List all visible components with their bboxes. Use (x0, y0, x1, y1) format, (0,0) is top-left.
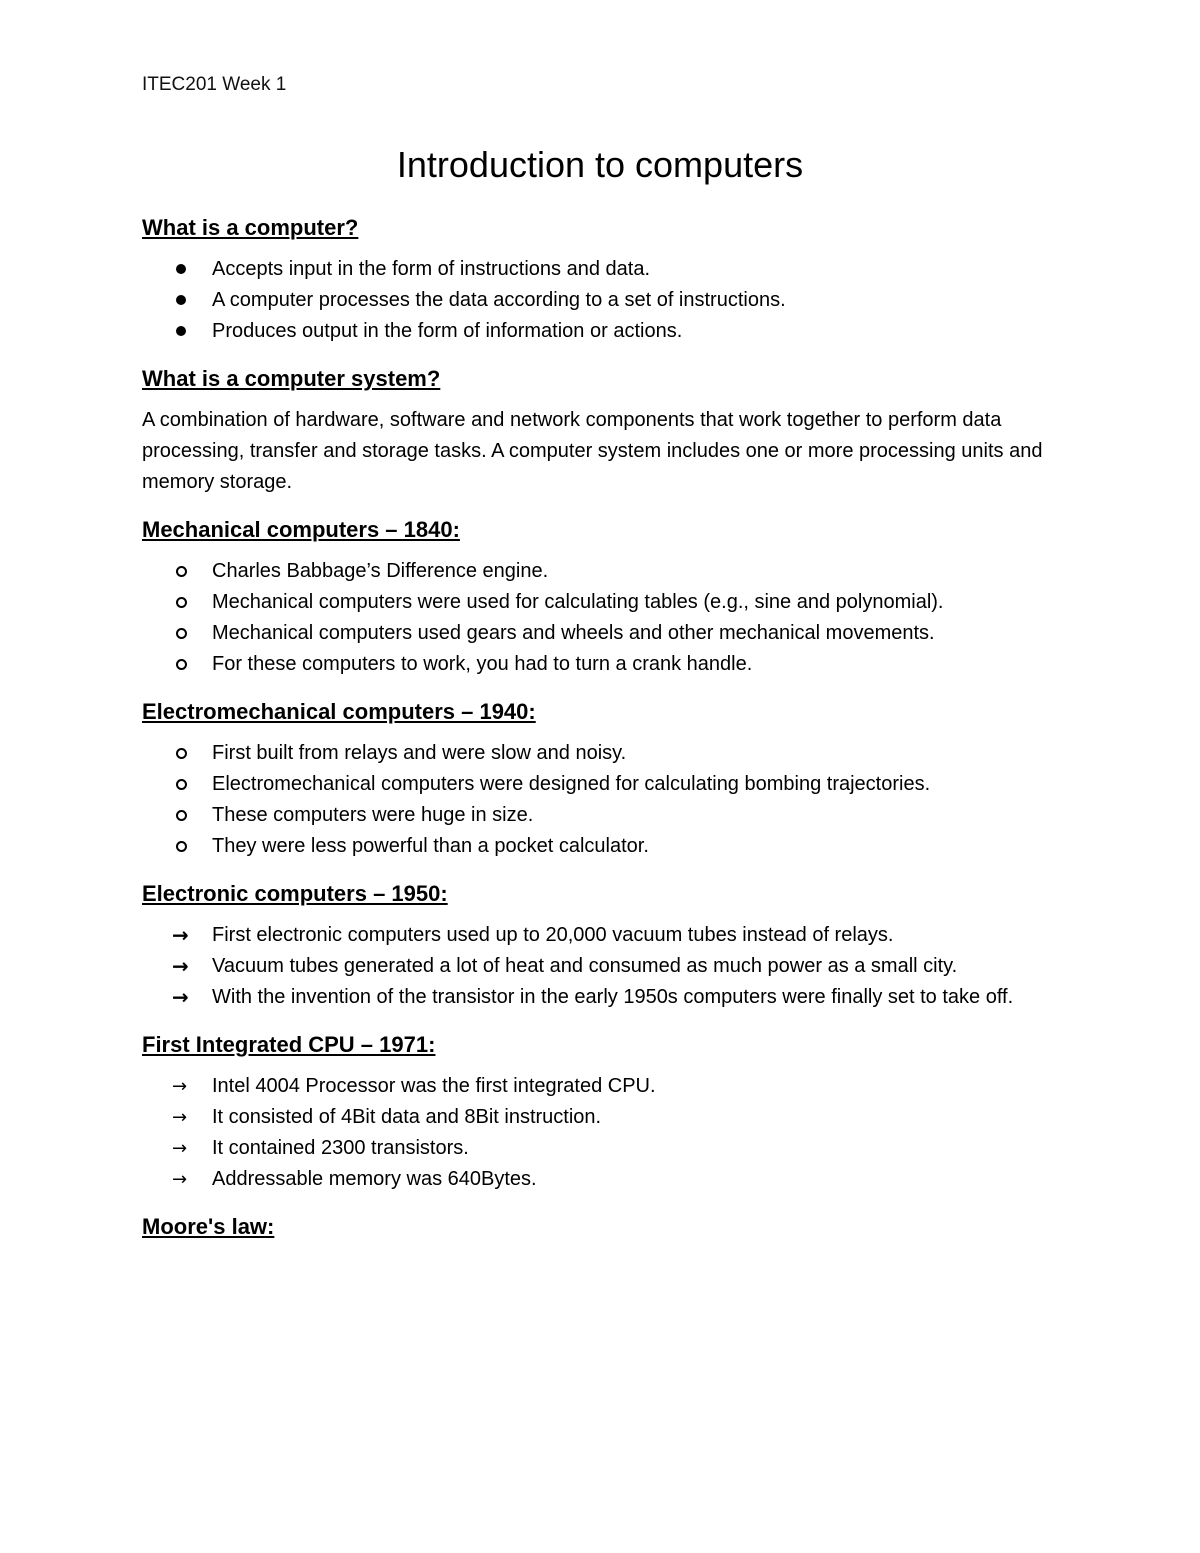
list-item-text: Charles Babbage’s Difference engine. (212, 560, 549, 582)
section-what-is-a-computer (142, 212, 1072, 347)
page-header: ITEC201 Week 1 (142, 74, 287, 95)
bullet-ring-icon (172, 800, 202, 831)
list-item-text: Mechanical computers used gears and wheels and other mechanical movements. (212, 622, 935, 644)
list-item (142, 254, 1072, 285)
document-title: Introduction to computers (396, 144, 804, 185)
list-item (142, 316, 1072, 347)
list-item-text: A computer processes the data according to a set of instructions. (212, 289, 786, 311)
list-item-text: Produces output in the form of information or actions. (212, 320, 683, 342)
list-item-text: It consisted of 4Bit data and 8Bit instruction. (212, 1106, 602, 1128)
list-item-text: Intel 4004 Processor was the first integrated CPU. (212, 1075, 656, 1097)
bullet-ring-icon (172, 769, 202, 800)
list-item (142, 285, 1072, 316)
bullet-ring-icon (172, 587, 202, 618)
bullet-list (142, 920, 1072, 1013)
list-item (142, 1102, 1072, 1133)
list-item (142, 1133, 1072, 1164)
section-heading: Mechanical computers – 1840: (142, 517, 460, 542)
section-heading: What is a computer system? (142, 366, 441, 391)
list-item-text: These computers were huge in size. (212, 804, 534, 826)
section-moores-law (142, 1211, 1072, 1243)
list-item-text: Accepts input in the form of instructions and data. (212, 258, 651, 280)
bullet-ring-icon (172, 556, 202, 587)
section-electromechanical-computers (142, 696, 1072, 862)
list-item (142, 1071, 1072, 1102)
list-item (142, 951, 1072, 982)
list-item (142, 800, 1072, 831)
list-item (142, 982, 1072, 1013)
bullet-list (142, 254, 1072, 347)
list-item-text: Addressable memory was 640Bytes. (212, 1168, 537, 1190)
arrow-right-icon: → (172, 1076, 188, 1097)
bullet-list (142, 1071, 1072, 1195)
list-item (142, 1164, 1072, 1195)
bullet-dot-icon (172, 285, 202, 316)
section-mechanical-computers (142, 514, 1072, 680)
list-item (142, 769, 1072, 800)
list-item-text: Vacuum tubes generated a lot of heat and consumed as much power as a small city. (212, 955, 958, 977)
list-item (142, 649, 1072, 680)
section-heading: Electronic computers – 1950: (142, 881, 448, 906)
bullet-list (142, 556, 1072, 680)
bullet-ring-icon (172, 649, 202, 680)
arrow-right-icon: → (172, 1107, 188, 1128)
bullet-dot-icon (172, 316, 202, 347)
list-item-text: For these computers to work, you had to turn a crank handle. (212, 653, 753, 675)
bullet-ring-icon (172, 618, 202, 649)
arrow-right-icon: → (172, 985, 189, 1009)
section-heading: What is a computer? (142, 215, 359, 240)
bullet-ring-icon (172, 831, 202, 862)
arrow-right-icon: → (172, 923, 189, 947)
list-item-text: First electronic computers used up to 20,000 vacuum tubes instead of relays. (212, 924, 894, 946)
arrow-right-icon: → (172, 1169, 188, 1190)
list-item-text: Electromechanical computers were designed for calculating bombing trajectories. (212, 773, 931, 795)
arrow-right-icon: → (172, 954, 189, 978)
list-item (142, 556, 1072, 587)
section-what-is-a-computer-system (142, 363, 1072, 498)
list-item (142, 618, 1072, 649)
list-item-text: With the invention of the transistor in the early 1950s computers were finally set to take off. (212, 986, 1014, 1008)
section-paragraph: A combination of hardware, software and network components that work together to perform data processing, transfer and storage tasks. A computer system includes one or more processing units and memory storage. (142, 409, 1043, 493)
document-body (142, 212, 1072, 1243)
list-item (142, 738, 1072, 769)
list-item-text: First built from relays and were slow and noisy. (212, 742, 627, 764)
arrow-right-icon: → (172, 1138, 188, 1159)
list-item (142, 831, 1072, 862)
bullet-list (142, 738, 1072, 862)
list-item-text: It contained 2300 transistors. (212, 1137, 469, 1159)
bullet-ring-icon (172, 738, 202, 769)
bullet-dot-icon (172, 254, 202, 285)
section-first-integrated-cpu (142, 1029, 1072, 1195)
list-item (142, 920, 1072, 951)
section-heading: First Integrated CPU – 1971: (142, 1032, 436, 1057)
section-heading: Moore's law: (142, 1214, 275, 1239)
section-electronic-computers (142, 878, 1072, 1013)
section-heading: Electromechanical computers – 1940: (142, 699, 536, 724)
list-item-text: Mechanical computers were used for calculating tables (e.g., sine and polynomial). (212, 591, 944, 613)
list-item-text: They were less powerful than a pocket calculator. (212, 835, 649, 857)
list-item (142, 587, 1072, 618)
